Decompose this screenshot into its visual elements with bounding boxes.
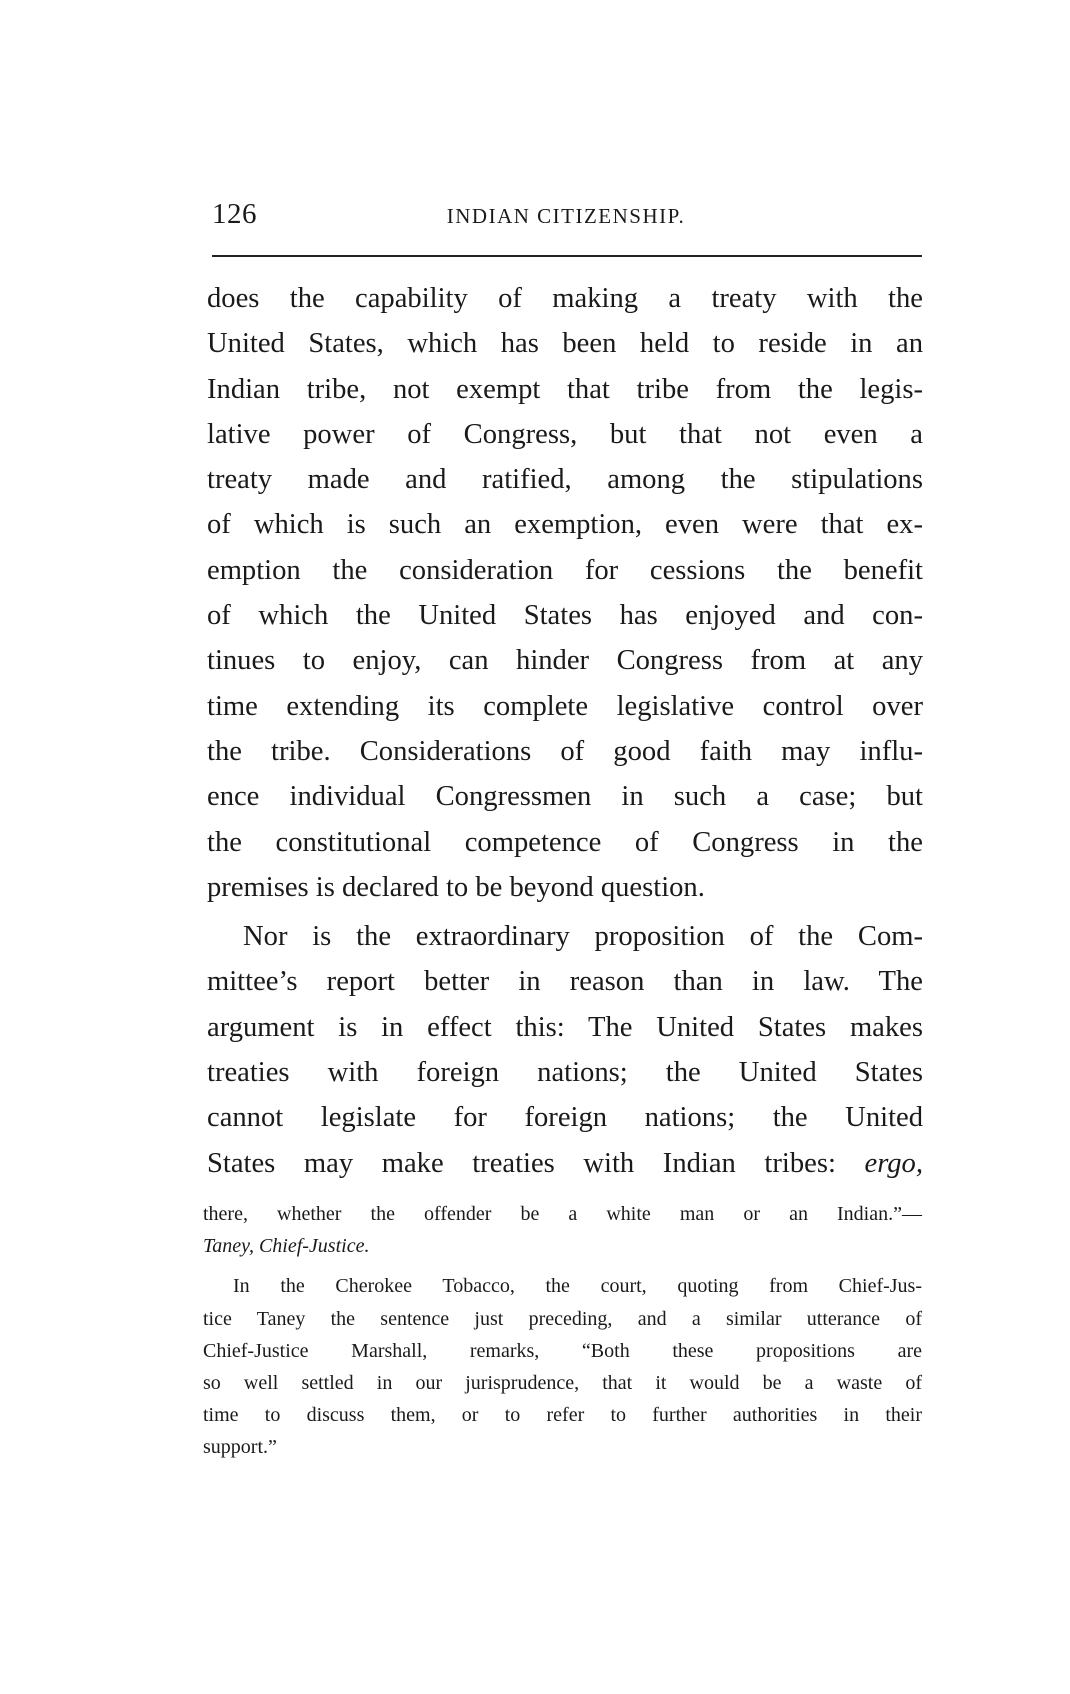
text-line: tinues to enjoy, can hinder Congress from at any [207, 645, 923, 677]
footnote-line: there, whether the offender be a white man or an Indian.”— [203, 1203, 922, 1225]
header-rule [212, 255, 922, 257]
text-segment: States may make treaties with Indian tribes: [207, 1147, 865, 1179]
italic-word: ergo, [864, 1147, 923, 1179]
paragraph-2 [207, 914, 923, 1186]
text-line: Nor is the extraordinary proposition of the Com- [243, 921, 923, 953]
footnote-line: support.” [203, 1436, 277, 1459]
running-head: INDIAN CITIZENSHIP. [446, 204, 686, 228]
text-line: mittee’s report better in reason than in law. The [207, 966, 923, 998]
text-line: of which is such an exemption, even were that ex- [207, 509, 923, 541]
text-line: lative power of Congress, but that not even a [207, 418, 923, 450]
text-line: argument is in effect this: The United States makes [207, 1011, 923, 1043]
main-text [207, 276, 923, 1186]
page-header [210, 198, 922, 238]
footnotes [203, 1198, 922, 1464]
text-line: treaties with foreign nations; the United States [207, 1057, 923, 1089]
text-line: cannot legislate for foreign nations; the United [207, 1102, 923, 1134]
text-line [207, 1141, 923, 1186]
page-number: 126 [212, 198, 257, 230]
text-line: time extending its complete legislative control over [207, 690, 923, 722]
text-line: premises is declared to be beyond question. [207, 871, 705, 903]
paragraph-1 [207, 276, 923, 910]
footnote-attribution: Taney, Chief-Justice. [203, 1235, 370, 1258]
text-line: the tribe. Considerations of good faith may influ- [207, 735, 923, 767]
footnote-continuation [203, 1198, 922, 1262]
text-line: United States, which has been held to reside in an [207, 328, 923, 360]
text-line: treaty made and ratified, among the stipulations [207, 464, 923, 496]
footnote-line: so well settled in our jurisprudence, that it would be a waste of [203, 1372, 922, 1395]
text-line: emption the consideration for cessions the benefit [207, 554, 923, 586]
text-line: ence individual Congressmen in such a case; but [207, 781, 923, 813]
text-line: the constitutional competence of Congress in the [207, 826, 923, 858]
text-line: of which the United States has enjoyed and con- [207, 600, 923, 632]
text-line: Indian tribe, not exempt that tribe from the legis- [207, 373, 923, 405]
text-line: does the capability of making a treaty with the [207, 283, 923, 314]
footnote-line: Chief-Justice Marshall, remarks, “Both these propositions are [203, 1339, 922, 1362]
footnote-line [203, 1230, 922, 1262]
footnote-paragraph [203, 1270, 922, 1463]
footnote-line: tice Taney the sentence just preceding, and a similar utterance of [203, 1307, 922, 1330]
footnote-line: In the Cherokee Tobacco, the court, quoting from Chief-Jus- [233, 1275, 922, 1298]
footnote-line: time to discuss them, or to refer to further authorities in their [203, 1404, 922, 1427]
